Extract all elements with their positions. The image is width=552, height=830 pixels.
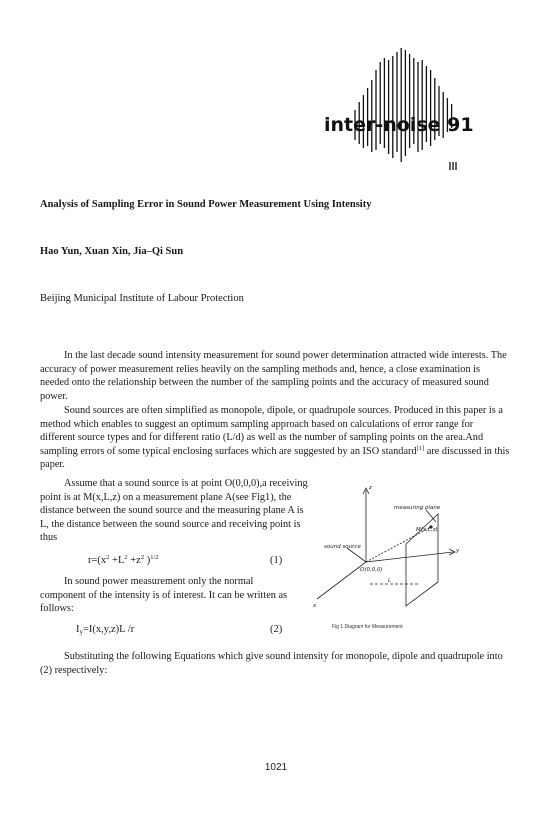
source-leader (347, 548, 366, 562)
eq1-part: r=(x (88, 555, 107, 566)
eq1-exp: 2 (124, 554, 128, 561)
figure-caption: Fig 1 Diagram for Measurement (332, 624, 403, 630)
eq1-part: +z (127, 555, 141, 566)
paper-authors: Hao Yun, Xuan Xin, Jia–Qi Sun (40, 246, 184, 257)
eq1-exp: 2 (106, 554, 110, 561)
paragraph-sources-tail: are discussed in this paper. (40, 445, 510, 471)
citation-ref: [1] (416, 444, 425, 452)
source-label: sound source (324, 544, 361, 550)
y-label: y (456, 548, 460, 554)
plane-label: measuring plane (394, 505, 441, 511)
eq1-exp: 2 (140, 554, 145, 561)
point-m-label: M(x,L,z) (416, 527, 438, 533)
paragraph-assume: Assume that a sound source is at point O(0,0,0),a receiving point is at M(x,L,z) on a measurement plane A(see Fig1), the distance between the sound source and the measuring plane A is L, the distance between the sound source and receiving point is thus (40, 478, 308, 544)
paragraph-substitution: Substituting the following Equations which give sound intensity for monopole, dipole and quadrupole into (2) respectively: (40, 651, 503, 676)
x-axis (317, 562, 366, 599)
paragraph-sources-text: Sound sources are often simplified as monopole, dipole, or quadrupole sources. Produced in this paper is a method which enables to suggest an optimum sampling approach based on calculations of error range for different source types and for different ratio (L/d) as well as the number of sampling points on the area.And sampling errors of some typical enclosing surfaces which are suggested by an ISO standard (40, 405, 503, 457)
paper-title: Analysis of Sampling Error in Sound Power Measurement Using Intensity (40, 199, 372, 210)
eq1-part: ) (144, 555, 151, 566)
eq1-exp: 1/2 (150, 554, 159, 561)
z-label: z (369, 485, 372, 491)
equation-2-number: (2) (270, 624, 283, 635)
page-number: 1021 (264, 762, 288, 773)
eq2-part: =I(x,y,z)L /r (83, 624, 135, 635)
paragraph-intro: In the last decade sound intensity measurement for sound power determination attracted wide interests. The accuracy of power measurement relies heavily on the sampling methods and, hence, a close examination is needed onto the relationship between the number of the sampling points and the accuracy of measured sound power. (40, 350, 507, 402)
equation-1 (88, 555, 159, 566)
paragraph-normal-component: In sound power measurement only the normal component of the intensity is of interest. It can be written as follows: (40, 576, 288, 615)
paper-affiliation: Beijing Municipal Institute of Labour Protection (40, 293, 244, 304)
inter-noise-logo (300, 40, 500, 175)
x-label: x (313, 603, 317, 609)
eq2-part: I (76, 624, 80, 635)
y-axis (366, 552, 453, 562)
eq2-sub: y (79, 628, 83, 636)
distance-label: L (388, 578, 392, 584)
origin-label: O(0,0,0) (360, 567, 383, 573)
equation-2 (76, 624, 134, 635)
measurement-diagram (310, 482, 470, 617)
paragraph-sources (40, 404, 510, 472)
logo-text: inter-noise 91 (324, 114, 474, 136)
equation-1-number: (1) (270, 555, 283, 566)
eq1-part: +L (109, 555, 125, 566)
